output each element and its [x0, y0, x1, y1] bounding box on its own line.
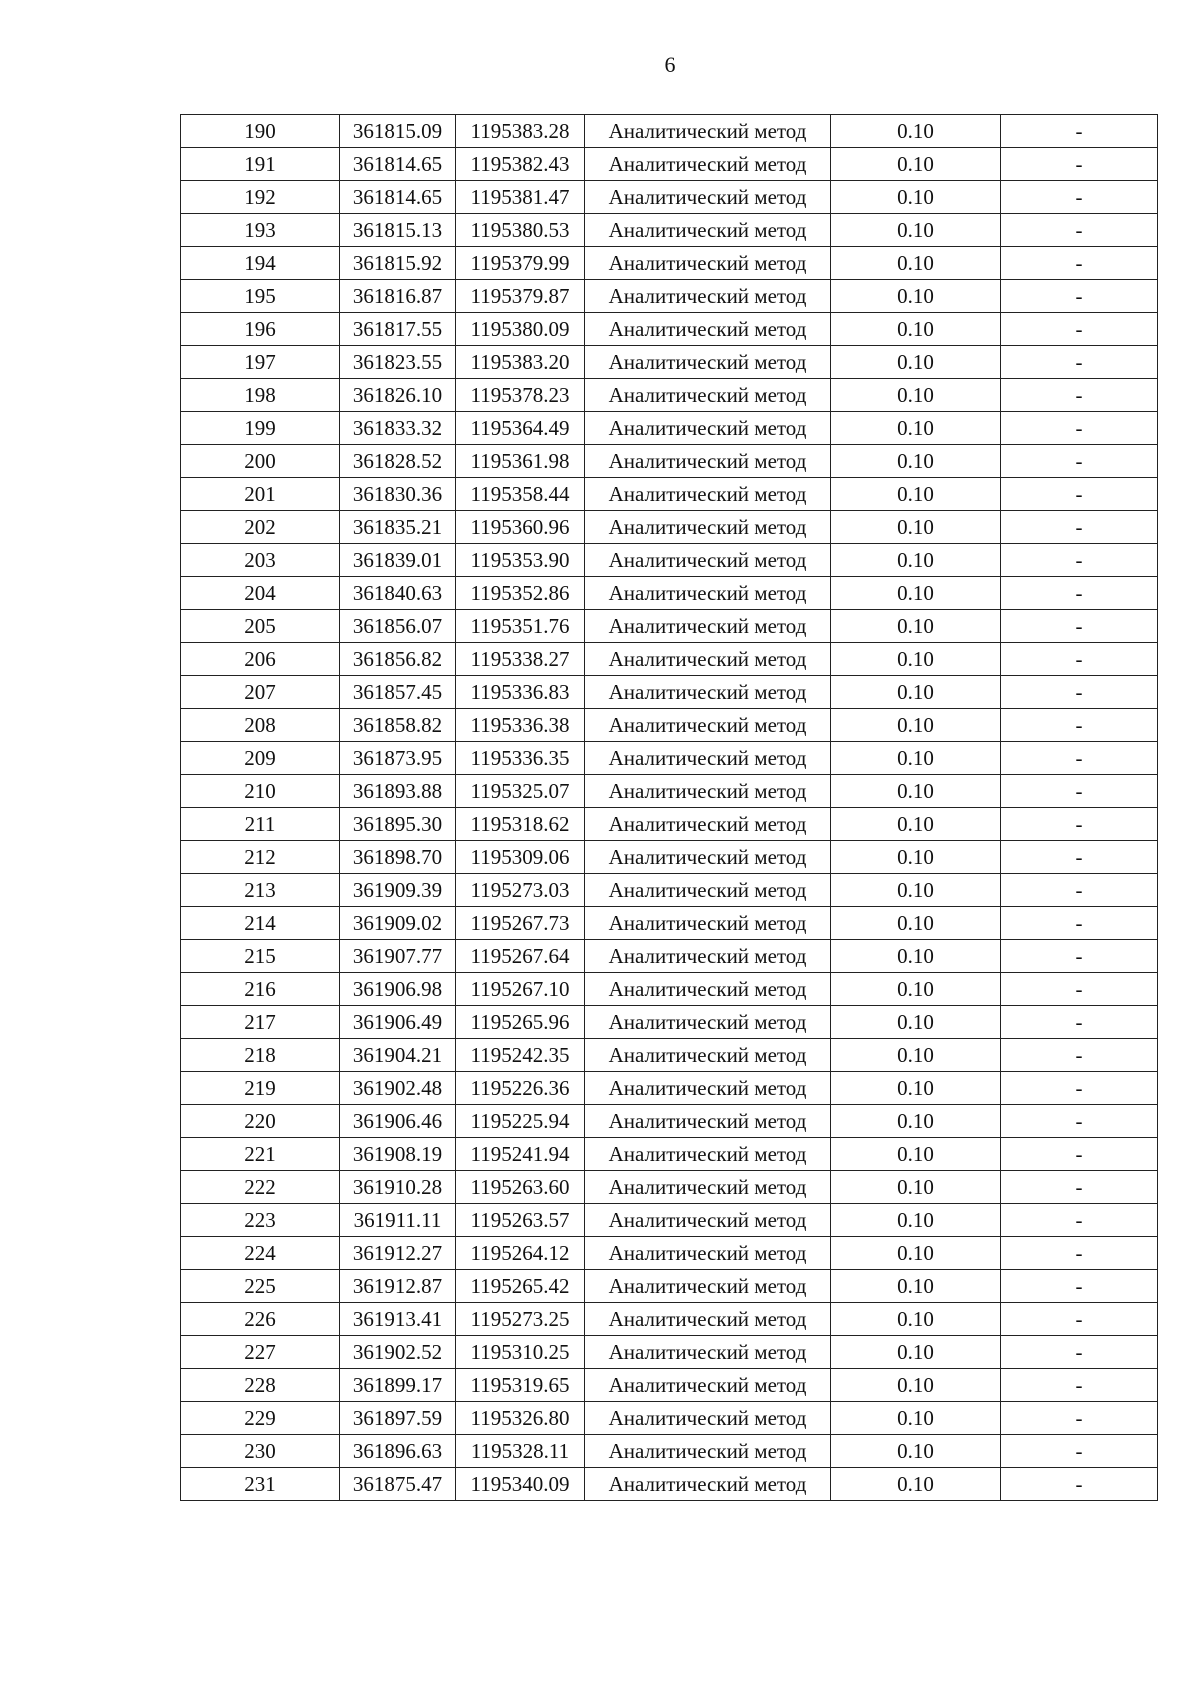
method-cell: Аналитический метод [585, 1204, 831, 1237]
y-coordinate-cell: 1195352.86 [456, 577, 585, 610]
point-number-cell: 216 [181, 973, 340, 1006]
extra-cell: - [1001, 247, 1158, 280]
method-cell: Аналитический метод [585, 1006, 831, 1039]
table-row [181, 544, 1158, 577]
y-coordinate-cell: 1195326.80 [456, 1402, 585, 1435]
point-number-cell: 222 [181, 1171, 340, 1204]
accuracy-cell: 0.10 [831, 379, 1001, 412]
extra-cell: - [1001, 511, 1158, 544]
x-coordinate-cell: 361912.27 [340, 1237, 456, 1270]
accuracy-cell: 0.10 [831, 280, 1001, 313]
point-number-cell: 191 [181, 148, 340, 181]
extra-cell: - [1001, 1072, 1158, 1105]
extra-cell: - [1001, 544, 1158, 577]
extra-cell: - [1001, 907, 1158, 940]
accuracy-cell: 0.10 [831, 1303, 1001, 1336]
y-coordinate-cell: 1195318.62 [456, 808, 585, 841]
x-coordinate-cell: 361830.36 [340, 478, 456, 511]
extra-cell: - [1001, 1435, 1158, 1468]
point-number-cell: 210 [181, 775, 340, 808]
y-coordinate-cell: 1195361.98 [456, 445, 585, 478]
method-cell: Аналитический метод [585, 709, 831, 742]
table-row [181, 1138, 1158, 1171]
accuracy-cell: 0.10 [831, 874, 1001, 907]
table-row [181, 1237, 1158, 1270]
y-coordinate-cell: 1195310.25 [456, 1336, 585, 1369]
accuracy-cell: 0.10 [831, 445, 1001, 478]
x-coordinate-cell: 361895.30 [340, 808, 456, 841]
method-cell: Аналитический метод [585, 346, 831, 379]
y-coordinate-cell: 1195383.20 [456, 346, 585, 379]
accuracy-cell: 0.10 [831, 808, 1001, 841]
accuracy-cell: 0.10 [831, 412, 1001, 445]
point-number-cell: 229 [181, 1402, 340, 1435]
point-number-cell: 215 [181, 940, 340, 973]
point-number-cell: 200 [181, 445, 340, 478]
method-cell: Аналитический метод [585, 1270, 831, 1303]
accuracy-cell: 0.10 [831, 214, 1001, 247]
y-coordinate-cell: 1195241.94 [456, 1138, 585, 1171]
method-cell: Аналитический метод [585, 742, 831, 775]
x-coordinate-cell: 361910.28 [340, 1171, 456, 1204]
table-row [181, 214, 1158, 247]
x-coordinate-cell: 361896.63 [340, 1435, 456, 1468]
point-number-cell: 231 [181, 1468, 340, 1501]
y-coordinate-cell: 1195273.25 [456, 1303, 585, 1336]
table-row [181, 511, 1158, 544]
method-cell: Аналитический метод [585, 874, 831, 907]
y-coordinate-cell: 1195340.09 [456, 1468, 585, 1501]
point-number-cell: 220 [181, 1105, 340, 1138]
x-coordinate-cell: 361840.63 [340, 577, 456, 610]
table-row [181, 676, 1158, 709]
point-number-cell: 224 [181, 1237, 340, 1270]
x-coordinate-cell: 361833.32 [340, 412, 456, 445]
y-coordinate-cell: 1195360.96 [456, 511, 585, 544]
extra-cell: - [1001, 676, 1158, 709]
table-row [181, 1336, 1158, 1369]
table-row [181, 1006, 1158, 1039]
extra-cell: - [1001, 1171, 1158, 1204]
accuracy-cell: 0.10 [831, 313, 1001, 346]
table-row [181, 1270, 1158, 1303]
table-row [181, 1072, 1158, 1105]
point-number-cell: 203 [181, 544, 340, 577]
table-row [181, 1435, 1158, 1468]
extra-cell: - [1001, 874, 1158, 907]
table-row [181, 709, 1158, 742]
table-row [181, 1303, 1158, 1336]
method-cell: Аналитический метод [585, 577, 831, 610]
accuracy-cell: 0.10 [831, 1171, 1001, 1204]
table-row [181, 874, 1158, 907]
y-coordinate-cell: 1195328.11 [456, 1435, 585, 1468]
accuracy-cell: 0.10 [831, 247, 1001, 280]
extra-cell: - [1001, 709, 1158, 742]
y-coordinate-cell: 1195319.65 [456, 1369, 585, 1402]
y-coordinate-cell: 1195263.60 [456, 1171, 585, 1204]
x-coordinate-cell: 361873.95 [340, 742, 456, 775]
accuracy-cell: 0.10 [831, 1006, 1001, 1039]
x-coordinate-cell: 361857.45 [340, 676, 456, 709]
table-row [181, 247, 1158, 280]
y-coordinate-cell: 1195273.03 [456, 874, 585, 907]
method-cell: Аналитический метод [585, 1138, 831, 1171]
accuracy-cell: 0.10 [831, 676, 1001, 709]
extra-cell: - [1001, 1303, 1158, 1336]
accuracy-cell: 0.10 [831, 907, 1001, 940]
y-coordinate-cell: 1195338.27 [456, 643, 585, 676]
extra-cell: - [1001, 115, 1158, 148]
extra-cell: - [1001, 1006, 1158, 1039]
table-row [181, 346, 1158, 379]
extra-cell: - [1001, 841, 1158, 874]
method-cell: Аналитический метод [585, 544, 831, 577]
y-coordinate-cell: 1195351.76 [456, 610, 585, 643]
extra-cell: - [1001, 973, 1158, 1006]
table-row [181, 181, 1158, 214]
point-number-cell: 190 [181, 115, 340, 148]
extra-cell: - [1001, 412, 1158, 445]
point-number-cell: 204 [181, 577, 340, 610]
point-number-cell: 221 [181, 1138, 340, 1171]
extra-cell: - [1001, 346, 1158, 379]
x-coordinate-cell: 361898.70 [340, 841, 456, 874]
accuracy-cell: 0.10 [831, 148, 1001, 181]
extra-cell: - [1001, 313, 1158, 346]
table-row [181, 610, 1158, 643]
point-number-cell: 198 [181, 379, 340, 412]
point-number-cell: 206 [181, 643, 340, 676]
accuracy-cell: 0.10 [831, 841, 1001, 874]
extra-cell: - [1001, 808, 1158, 841]
accuracy-cell: 0.10 [831, 643, 1001, 676]
y-coordinate-cell: 1195380.53 [456, 214, 585, 247]
table-row [181, 1204, 1158, 1237]
x-coordinate-cell: 361823.55 [340, 346, 456, 379]
accuracy-cell: 0.10 [831, 1039, 1001, 1072]
accuracy-cell: 0.10 [831, 511, 1001, 544]
point-number-cell: 194 [181, 247, 340, 280]
extra-cell: - [1001, 1204, 1158, 1237]
x-coordinate-cell: 361902.52 [340, 1336, 456, 1369]
table-row [181, 445, 1158, 478]
accuracy-cell: 0.10 [831, 940, 1001, 973]
extra-cell: - [1001, 478, 1158, 511]
extra-cell: - [1001, 1468, 1158, 1501]
extra-cell: - [1001, 1402, 1158, 1435]
table-row [181, 775, 1158, 808]
accuracy-cell: 0.10 [831, 577, 1001, 610]
table-row [181, 841, 1158, 874]
accuracy-cell: 0.10 [831, 1072, 1001, 1105]
method-cell: Аналитический метод [585, 181, 831, 214]
table-row [181, 940, 1158, 973]
accuracy-cell: 0.10 [831, 742, 1001, 775]
method-cell: Аналитический метод [585, 1369, 831, 1402]
method-cell: Аналитический метод [585, 280, 831, 313]
accuracy-cell: 0.10 [831, 709, 1001, 742]
table-row [181, 1105, 1158, 1138]
coordinates-table-body [181, 115, 1158, 1501]
point-number-cell: 225 [181, 1270, 340, 1303]
x-coordinate-cell: 361814.65 [340, 148, 456, 181]
table-row [181, 280, 1158, 313]
x-coordinate-cell: 361906.46 [340, 1105, 456, 1138]
x-coordinate-cell: 361906.98 [340, 973, 456, 1006]
x-coordinate-cell: 361909.39 [340, 874, 456, 907]
x-coordinate-cell: 361912.87 [340, 1270, 456, 1303]
method-cell: Аналитический метод [585, 973, 831, 1006]
accuracy-cell: 0.10 [831, 1435, 1001, 1468]
y-coordinate-cell: 1195336.83 [456, 676, 585, 709]
table-row [181, 808, 1158, 841]
y-coordinate-cell: 1195358.44 [456, 478, 585, 511]
extra-cell: - [1001, 1336, 1158, 1369]
y-coordinate-cell: 1195309.06 [456, 841, 585, 874]
accuracy-cell: 0.10 [831, 478, 1001, 511]
accuracy-cell: 0.10 [831, 775, 1001, 808]
accuracy-cell: 0.10 [831, 610, 1001, 643]
table-row [181, 973, 1158, 1006]
point-number-cell: 193 [181, 214, 340, 247]
accuracy-cell: 0.10 [831, 1270, 1001, 1303]
x-coordinate-cell: 361911.11 [340, 1204, 456, 1237]
x-coordinate-cell: 361815.13 [340, 214, 456, 247]
y-coordinate-cell: 1195378.23 [456, 379, 585, 412]
x-coordinate-cell: 361839.01 [340, 544, 456, 577]
table-row [181, 1402, 1158, 1435]
x-coordinate-cell: 361906.49 [340, 1006, 456, 1039]
point-number-cell: 192 [181, 181, 340, 214]
x-coordinate-cell: 361908.19 [340, 1138, 456, 1171]
table-row [181, 412, 1158, 445]
y-coordinate-cell: 1195379.87 [456, 280, 585, 313]
accuracy-cell: 0.10 [831, 1204, 1001, 1237]
method-cell: Аналитический метод [585, 313, 831, 346]
y-coordinate-cell: 1195379.99 [456, 247, 585, 280]
x-coordinate-cell: 361893.88 [340, 775, 456, 808]
x-coordinate-cell: 361856.82 [340, 643, 456, 676]
extra-cell: - [1001, 214, 1158, 247]
accuracy-cell: 0.10 [831, 115, 1001, 148]
point-number-cell: 217 [181, 1006, 340, 1039]
point-number-cell: 212 [181, 841, 340, 874]
method-cell: Аналитический метод [585, 1039, 831, 1072]
accuracy-cell: 0.10 [831, 181, 1001, 214]
extra-cell: - [1001, 643, 1158, 676]
extra-cell: - [1001, 1105, 1158, 1138]
point-number-cell: 223 [181, 1204, 340, 1237]
y-coordinate-cell: 1195380.09 [456, 313, 585, 346]
y-coordinate-cell: 1195382.43 [456, 148, 585, 181]
point-number-cell: 201 [181, 478, 340, 511]
method-cell: Аналитический метод [585, 148, 831, 181]
y-coordinate-cell: 1195364.49 [456, 412, 585, 445]
point-number-cell: 197 [181, 346, 340, 379]
extra-cell: - [1001, 577, 1158, 610]
method-cell: Аналитический метод [585, 1435, 831, 1468]
x-coordinate-cell: 361817.55 [340, 313, 456, 346]
x-coordinate-cell: 361816.87 [340, 280, 456, 313]
point-number-cell: 228 [181, 1369, 340, 1402]
table-row [181, 313, 1158, 346]
y-coordinate-cell: 1195267.10 [456, 973, 585, 1006]
y-coordinate-cell: 1195353.90 [456, 544, 585, 577]
accuracy-cell: 0.10 [831, 1336, 1001, 1369]
y-coordinate-cell: 1195226.36 [456, 1072, 585, 1105]
method-cell: Аналитический метод [585, 1105, 831, 1138]
point-number-cell: 230 [181, 1435, 340, 1468]
table-row [181, 1369, 1158, 1402]
extra-cell: - [1001, 1039, 1158, 1072]
method-cell: Аналитический метод [585, 445, 831, 478]
point-number-cell: 219 [181, 1072, 340, 1105]
y-coordinate-cell: 1195383.28 [456, 115, 585, 148]
method-cell: Аналитический метод [585, 643, 831, 676]
extra-cell: - [1001, 742, 1158, 775]
table-row [181, 478, 1158, 511]
y-coordinate-cell: 1195265.96 [456, 1006, 585, 1039]
method-cell: Аналитический метод [585, 775, 831, 808]
method-cell: Аналитический метод [585, 1237, 831, 1270]
page-number: 6 [664, 52, 676, 77]
table-row [181, 1171, 1158, 1204]
extra-cell: - [1001, 148, 1158, 181]
table-row [181, 379, 1158, 412]
point-number-cell: 199 [181, 412, 340, 445]
method-cell: Аналитический метод [585, 907, 831, 940]
x-coordinate-cell: 361902.48 [340, 1072, 456, 1105]
method-cell: Аналитический метод [585, 841, 831, 874]
x-coordinate-cell: 361904.21 [340, 1039, 456, 1072]
table-row [181, 643, 1158, 676]
accuracy-cell: 0.10 [831, 1237, 1001, 1270]
method-cell: Аналитический метод [585, 808, 831, 841]
x-coordinate-cell: 361897.59 [340, 1402, 456, 1435]
table-row [181, 742, 1158, 775]
accuracy-cell: 0.10 [831, 1402, 1001, 1435]
accuracy-cell: 0.10 [831, 544, 1001, 577]
extra-cell: - [1001, 1369, 1158, 1402]
x-coordinate-cell: 361899.17 [340, 1369, 456, 1402]
x-coordinate-cell: 361826.10 [340, 379, 456, 412]
accuracy-cell: 0.10 [831, 1105, 1001, 1138]
coordinates-table [180, 114, 1158, 1501]
accuracy-cell: 0.10 [831, 1369, 1001, 1402]
y-coordinate-cell: 1195267.73 [456, 907, 585, 940]
point-number-cell: 214 [181, 907, 340, 940]
point-number-cell: 207 [181, 676, 340, 709]
accuracy-cell: 0.10 [831, 973, 1001, 1006]
method-cell: Аналитический метод [585, 247, 831, 280]
x-coordinate-cell: 361815.92 [340, 247, 456, 280]
point-number-cell: 202 [181, 511, 340, 544]
y-coordinate-cell: 1195242.35 [456, 1039, 585, 1072]
accuracy-cell: 0.10 [831, 1468, 1001, 1501]
method-cell: Аналитический метод [585, 1402, 831, 1435]
extra-cell: - [1001, 1237, 1158, 1270]
table-row [181, 907, 1158, 940]
y-coordinate-cell: 1195263.57 [456, 1204, 585, 1237]
method-cell: Аналитический метод [585, 115, 831, 148]
x-coordinate-cell: 361814.65 [340, 181, 456, 214]
table-row [181, 1039, 1158, 1072]
extra-cell: - [1001, 280, 1158, 313]
method-cell: Аналитический метод [585, 940, 831, 973]
point-number-cell: 205 [181, 610, 340, 643]
method-cell: Аналитический метод [585, 676, 831, 709]
method-cell: Аналитический метод [585, 412, 831, 445]
method-cell: Аналитический метод [585, 511, 831, 544]
extra-cell: - [1001, 1270, 1158, 1303]
x-coordinate-cell: 361828.52 [340, 445, 456, 478]
method-cell: Аналитический метод [585, 379, 831, 412]
point-number-cell: 195 [181, 280, 340, 313]
point-number-cell: 208 [181, 709, 340, 742]
extra-cell: - [1001, 610, 1158, 643]
x-coordinate-cell: 361835.21 [340, 511, 456, 544]
y-coordinate-cell: 1195265.42 [456, 1270, 585, 1303]
point-number-cell: 211 [181, 808, 340, 841]
extra-cell: - [1001, 1138, 1158, 1171]
y-coordinate-cell: 1195264.12 [456, 1237, 585, 1270]
x-coordinate-cell: 361815.09 [340, 115, 456, 148]
point-number-cell: 209 [181, 742, 340, 775]
y-coordinate-cell: 1195325.07 [456, 775, 585, 808]
point-number-cell: 196 [181, 313, 340, 346]
accuracy-cell: 0.10 [831, 1138, 1001, 1171]
y-coordinate-cell: 1195381.47 [456, 181, 585, 214]
x-coordinate-cell: 361875.47 [340, 1468, 456, 1501]
table-row [181, 577, 1158, 610]
point-number-cell: 227 [181, 1336, 340, 1369]
x-coordinate-cell: 361913.41 [340, 1303, 456, 1336]
method-cell: Аналитический метод [585, 610, 831, 643]
method-cell: Аналитический метод [585, 1336, 831, 1369]
x-coordinate-cell: 361909.02 [340, 907, 456, 940]
extra-cell: - [1001, 445, 1158, 478]
accuracy-cell: 0.10 [831, 346, 1001, 379]
method-cell: Аналитический метод [585, 214, 831, 247]
y-coordinate-cell: 1195267.64 [456, 940, 585, 973]
point-number-cell: 213 [181, 874, 340, 907]
method-cell: Аналитический метод [585, 1468, 831, 1501]
x-coordinate-cell: 361856.07 [340, 610, 456, 643]
method-cell: Аналитический метод [585, 1072, 831, 1105]
table-row [181, 115, 1158, 148]
extra-cell: - [1001, 775, 1158, 808]
y-coordinate-cell: 1195225.94 [456, 1105, 585, 1138]
method-cell: Аналитический метод [585, 1303, 831, 1336]
point-number-cell: 218 [181, 1039, 340, 1072]
extra-cell: - [1001, 379, 1158, 412]
table-row [181, 148, 1158, 181]
extra-cell: - [1001, 181, 1158, 214]
method-cell: Аналитический метод [585, 478, 831, 511]
point-number-cell: 226 [181, 1303, 340, 1336]
x-coordinate-cell: 361858.82 [340, 709, 456, 742]
x-coordinate-cell: 361907.77 [340, 940, 456, 973]
y-coordinate-cell: 1195336.35 [456, 742, 585, 775]
method-cell: Аналитический метод [585, 1171, 831, 1204]
extra-cell: - [1001, 940, 1158, 973]
table-row [181, 1468, 1158, 1501]
y-coordinate-cell: 1195336.38 [456, 709, 585, 742]
